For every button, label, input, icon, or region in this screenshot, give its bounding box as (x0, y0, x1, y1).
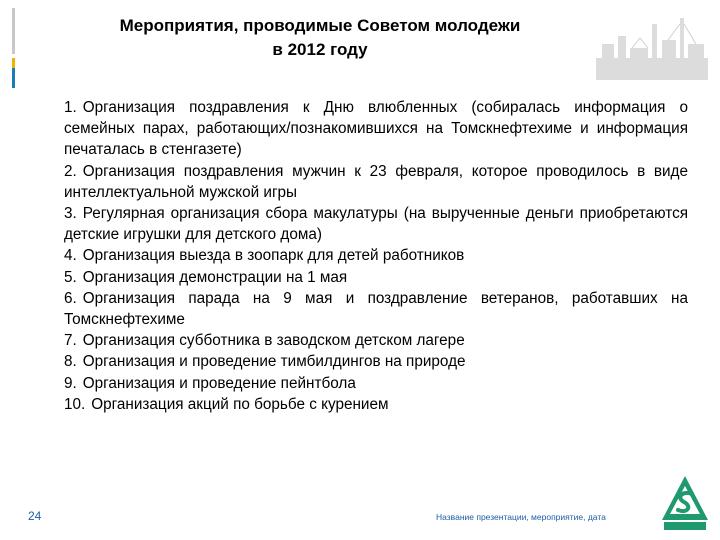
item-text: Организация и проведение тимбилдингов на природе (82, 353, 466, 371)
item-number: 1. (64, 99, 77, 116)
accent-bar-gray (12, 8, 15, 54)
list-item (64, 203, 688, 245)
item-number: 3. (64, 205, 77, 223)
list-item (64, 245, 688, 266)
accent-bars (12, 0, 24, 92)
item-number: 4. (64, 247, 77, 265)
slide-title (60, 14, 580, 62)
title-line-1: Мероприятия, проводимые Советом молодежи (119, 16, 521, 35)
item-number: 6. (64, 289, 77, 307)
list-item (64, 394, 688, 415)
item-number: 5. (64, 268, 77, 286)
item-text: Организация акций по борьбе с курением (91, 395, 389, 413)
list-item (64, 351, 688, 372)
company-logo-icon (660, 474, 710, 532)
item-text: Организация парада на 9 мая и поздравление ветеранов, работавших на Томскнефтехиме (64, 289, 688, 329)
accent-bar-gold (12, 58, 15, 68)
list-item (64, 373, 688, 394)
item-number: 7. (64, 332, 77, 350)
item-number: 9. (64, 374, 77, 392)
title-line-2: в 2012 году (272, 40, 368, 59)
item-text: Регулярная организация сбора макулатуры (на вырученные деньги приобретаются детские игрушки для детского дома) (64, 205, 688, 244)
page-number: 24 (28, 509, 42, 523)
industrial-skyline-icon (592, 14, 712, 84)
item-text: Организация демонстрации на 1 мая (82, 268, 348, 286)
list-item (64, 161, 688, 203)
agenda-list (64, 97, 688, 415)
accent-bar-blue (12, 68, 15, 88)
item-number: 2. (64, 162, 77, 180)
item-text: Организация поздравления к Дню влюбленных (собиралась информация о семейных парах, работающих/познакомившихся на Томскнефтехиме и информация печаталась в стенгазете) (64, 99, 688, 159)
item-number: 8. (64, 353, 77, 371)
list-item (64, 288, 688, 330)
item-text: Организация выезда в зоопарк для детей работников (82, 247, 465, 265)
item-text: Организация и проведение пейнтбола (82, 374, 356, 392)
item-number: 10. (64, 395, 86, 413)
item-text: Организация поздравления мужчин к 23 февраля, которое проводилось в виде интеллектуальной мужской игры (64, 162, 688, 201)
list-item (64, 97, 688, 161)
item-text: Организация субботника в заводском детском лагере (82, 332, 465, 350)
list-item (64, 267, 688, 288)
footer-caption: Название презентации, мероприятие, дата (436, 512, 606, 522)
list-item (64, 330, 688, 351)
